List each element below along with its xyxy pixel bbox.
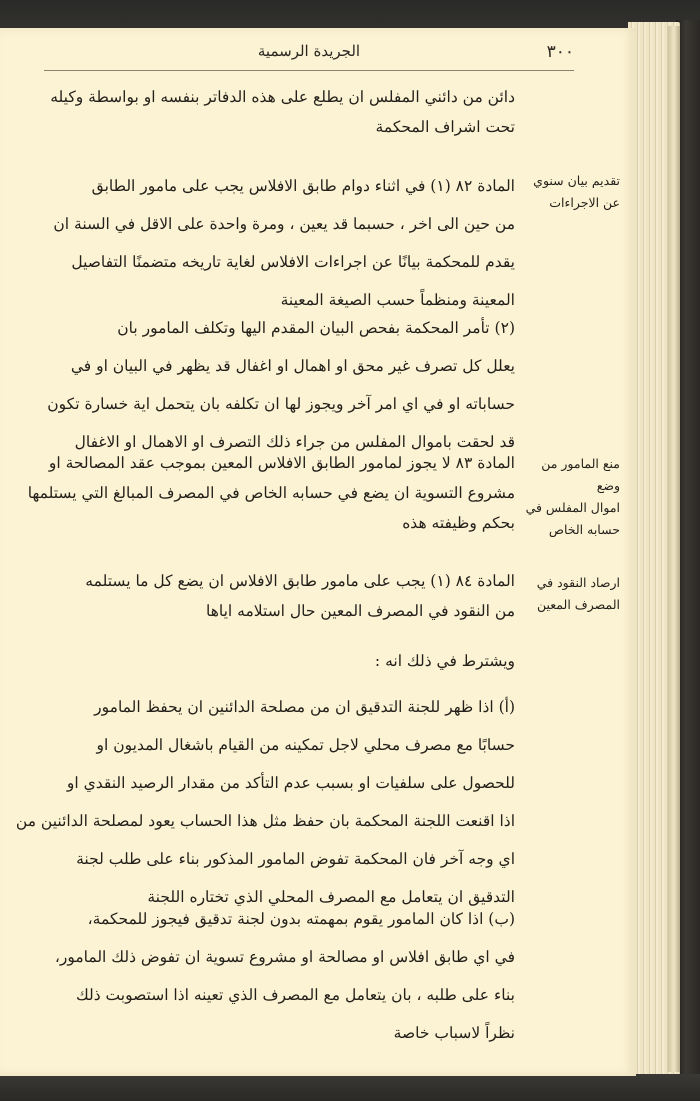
text-line: يقدم للمحكمة بيانًا عن اجراءات الافلاس لغاية تاريخه متضمنًا التفاصيل xyxy=(71,253,515,271)
article-84-condition xyxy=(140,642,515,680)
text-line: اذا اقنعت اللجنة المحكمة بان حفظ مثل هذا الحساب يعود لمصلحة الدائنين من xyxy=(15,812,515,830)
text-line: اي وجه آخر فان المحكمة تفوض المامور المذكور بناء على طلب لجنة xyxy=(76,850,515,868)
header-rule xyxy=(44,70,574,71)
text-line: يعلل كل تصرف غير محق او اهمال او اغفال قد يظهر في البيان او في xyxy=(70,357,515,375)
text-line: المعينة ومنظماً حسب الصيغة المعينة xyxy=(280,291,515,309)
text-line: المادة ٨٤ (١) يجب على مامور طابق الافلاس ان يضع كل ما يستلمه xyxy=(85,572,515,590)
continuation-paragraph xyxy=(50,82,515,142)
margin-note-article-83: منع المامور من وضع اموال المفلس في حسابه الخاص xyxy=(525,456,620,537)
text-line: من حين الى اخر ، حسبما قد يعين ، ومرة واحدة على الاقل في السنة ان xyxy=(53,215,515,233)
text-line: مشروع التسوية ان يضع في حسابه الخاص في المصرف المبالغ التي يستلمها xyxy=(27,484,515,502)
text-line: (٢) تأمر المحكمة بفحص البيان المقدم اليها وتكلف المامور بان xyxy=(117,319,515,337)
text-line: المادة ٨٣ لا يجوز لمامور الطابق الافلاس المعين بموجب عقد المصالحة او xyxy=(48,454,515,472)
article-82-paragraph-1 xyxy=(53,167,515,319)
text-line: دائن من دائني المفلس ان يطلع على هذه الدفاتر بنفسه او بواسطة وكيله xyxy=(50,88,515,106)
text-line: بحكم وظيفته هذه xyxy=(402,514,515,532)
page-number: ٣٠٠ xyxy=(546,42,574,62)
text-line: بناء على طلبه ، بان يتعامل مع المصرف الذي تعينه اذا استصوبت ذلك xyxy=(75,986,515,1004)
article-84-clause-b xyxy=(54,900,515,1052)
text-line: تحت اشراف المحكمة xyxy=(375,118,515,136)
scan-background-bottom xyxy=(0,1074,700,1101)
text-line: المادة ٨٢ (١) في اثناء دوام طابق الافلاس يجب على مامور الطابق xyxy=(91,177,515,195)
page-header xyxy=(44,42,574,72)
running-title: الجريدة الرسمية xyxy=(257,42,361,60)
margin-note-article-84: ارصاد النقود في المصرف المعين xyxy=(536,575,620,612)
text-line: ويشترط في ذلك انه : xyxy=(374,652,515,670)
article-83-paragraph xyxy=(27,448,515,538)
text-line: (أ) اذا ظهر للجنة التدقيق ان من مصلحة الدائنين ان يحفظ المامور xyxy=(94,698,515,716)
article-84-paragraph-1 xyxy=(85,566,515,626)
text-line: للحصول على سلفيات او بسبب عدم التأكد من مقدار الرصيد النقدي او xyxy=(66,774,515,792)
text-line: حساباته او في اي امر آخر ويجوز لها ان تكلفه بان يتحمل اية خسارة تكون xyxy=(47,395,515,413)
text-line: قد لحقت باموال المفلس من جراء ذلك التصرف او الاهمال او الاغفال xyxy=(74,433,515,451)
text-line: في اي طابق افلاس او مصالحة او مشروع تسوية ان تفوض ذلك المامور، xyxy=(54,948,515,966)
margin-note-article-82: تقديم بيان سنوي عن الاجراءات xyxy=(533,173,620,210)
text-line: من النقود في المصرف المعين حال استلامه اياها xyxy=(205,602,515,620)
article-84-clause-a xyxy=(15,688,515,916)
text-line: حسابًا مع مصرف محلي لاجل تمكينه من القيام باشغال المديون او xyxy=(96,736,515,754)
text-line: (ب) اذا كان المامور يقوم بمهمته بدون لجنة تدقيق فيجوز للمحكمة، xyxy=(87,910,515,928)
text-line: التدقيق ان يتعامل مع المصرف المحلي الذي تختاره اللجنة xyxy=(147,888,515,906)
text-line: نظراً لاسباب خاصة xyxy=(393,1024,515,1042)
article-82-paragraph-2 xyxy=(47,309,515,461)
